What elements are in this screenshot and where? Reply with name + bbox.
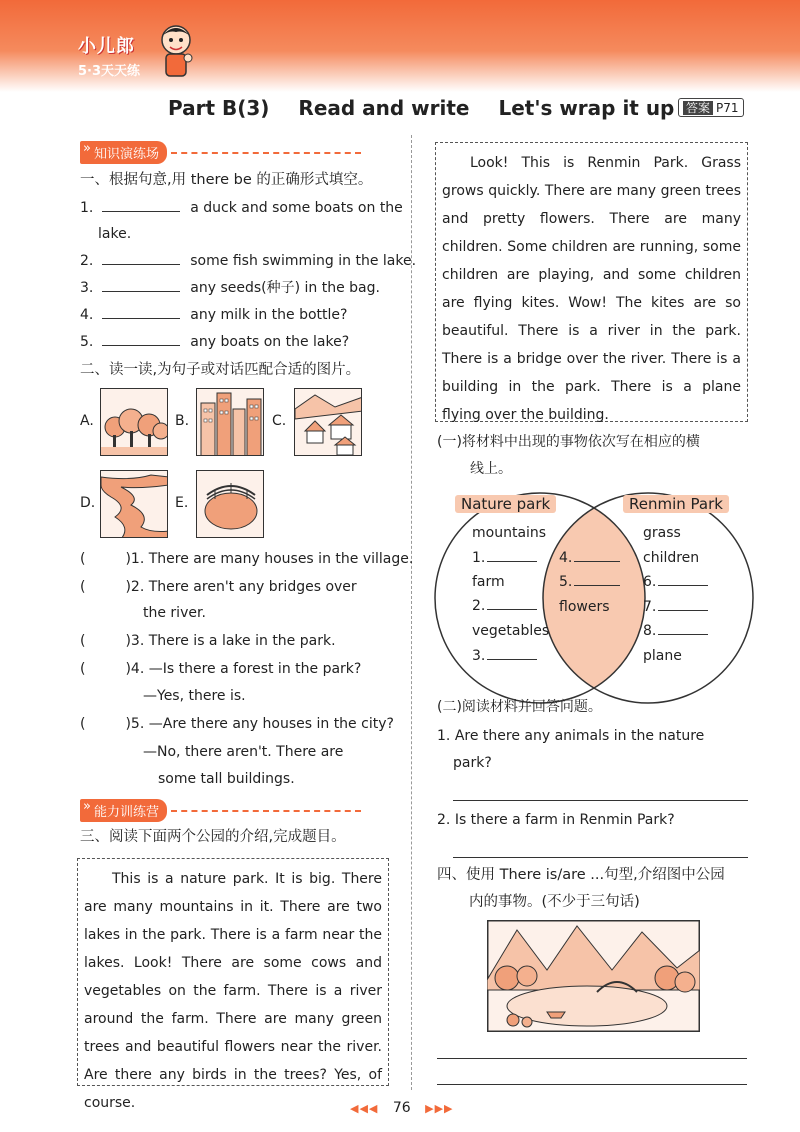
venn-blank[interactable]: [658, 599, 708, 611]
brand-logo: [78, 32, 140, 79]
fill-text: any seeds(种子) in the bag.: [190, 280, 380, 296]
match-text: There is a lake in the park.: [148, 633, 336, 649]
city-picture: [196, 388, 264, 456]
venn-right-item: 6.: [643, 574, 708, 590]
venn-left-item: 1.: [472, 550, 537, 566]
question-number: 1.: [437, 728, 451, 744]
fill-item: [80, 280, 380, 297]
question-1-heading: 一、根据句意,用 there be 的正确形式填空。: [80, 172, 373, 188]
match-continuation: some tall buildings.: [158, 771, 295, 787]
question-continuation: park?: [453, 755, 492, 771]
answer-line[interactable]: [437, 1058, 747, 1059]
venn-left-title: Nature park: [455, 495, 556, 513]
fill-number: 2.: [80, 253, 94, 269]
fill-number: 4.: [80, 307, 94, 323]
fill-number: 1.: [80, 200, 94, 216]
paren-open: (: [80, 661, 86, 677]
village-picture: [294, 388, 362, 456]
venn-right-item: 7.: [643, 599, 708, 615]
title-wrap: Let's wrap it up: [498, 96, 675, 120]
fill-text: any boats on the lake?: [190, 334, 350, 350]
venn-right-item: 8.: [643, 623, 708, 639]
venn-right-title: Renmin Park: [623, 495, 729, 513]
passage-text: Look! This is Renmin Park. Grass grows quickly. There are many green trees and pretty flowers. There are many children. Some children are running, some children are playing, and some children are flying kites. Wow! The kites are so beautiful. There is a river in the park. There is a bridge over the river. There is a building in the park. There is a plane flying over the building.: [442, 155, 741, 423]
venn-blank[interactable]: [574, 550, 620, 562]
answer-blank[interactable]: [102, 334, 180, 346]
match-number: )2.: [125, 579, 145, 595]
match-item: [80, 661, 361, 678]
picture-label-e: E.: [175, 495, 189, 511]
picture-label-a: A.: [80, 413, 94, 429]
match-number: )5.: [125, 716, 145, 732]
venn-left-item: vegetables: [472, 623, 550, 639]
river-icon: [101, 471, 168, 538]
answer-blank[interactable]: [102, 253, 180, 265]
task-1-continuation: 线上。: [470, 461, 512, 477]
picture-label-c: C.: [272, 413, 287, 429]
fill-item: [80, 307, 347, 324]
question-2-heading: 二、读一读,为句子或对话匹配合适的图片。: [80, 362, 361, 378]
section-tag-ability: [80, 799, 361, 822]
match-text: —Is there a forest in the park?: [148, 661, 362, 677]
paren-open: (: [80, 633, 86, 649]
buildings-icon: [197, 389, 264, 456]
reading-question: [437, 728, 704, 745]
match-number: )4.: [125, 661, 145, 677]
fill-text: any milk in the bottle?: [190, 307, 348, 323]
match-item: [80, 633, 336, 650]
answer-blank[interactable]: [102, 280, 180, 292]
answer-blank[interactable]: [102, 307, 180, 319]
section-tag-label: » 知识演练场: [80, 141, 167, 164]
venn-blank[interactable]: [658, 623, 708, 635]
picture-label-b: B.: [175, 413, 190, 429]
section-tag-dash: [171, 810, 361, 812]
fill-item: [80, 200, 403, 217]
picture-label-d: D.: [80, 495, 96, 511]
forest-icon: [101, 389, 168, 456]
match-item: [80, 579, 357, 596]
page-number: 76: [392, 1100, 411, 1116]
paren-open: (: [80, 716, 86, 732]
footer-left-arrows: ◀◀◀: [350, 1102, 379, 1115]
nature-park-passage: [77, 858, 389, 1111]
brand-series: 5·3天天练: [78, 64, 141, 79]
title-part: Part B(3): [168, 96, 270, 120]
venn-left-item: farm: [472, 574, 505, 590]
match-text: —Are there any houses in the city?: [148, 716, 394, 732]
fill-continuation: lake.: [98, 226, 132, 242]
match-number: )3.: [125, 633, 145, 649]
section-tag-dash: [171, 152, 361, 154]
fill-number: 5.: [80, 334, 94, 350]
lake-picture: [196, 470, 264, 538]
page-title: [168, 96, 696, 120]
venn-left-item: mountains: [472, 525, 547, 541]
venn-left-item: 2.: [472, 598, 537, 614]
venn-blank[interactable]: [487, 648, 537, 660]
question-text: Are there any animals in the nature: [454, 728, 705, 744]
fill-text: some fish swimming in the lake.: [190, 253, 417, 269]
mascot-icon: [155, 22, 197, 78]
match-number: )1.: [125, 551, 145, 567]
answer-line[interactable]: [453, 857, 748, 858]
paren-open: (: [80, 551, 86, 567]
venn-blank[interactable]: [487, 598, 537, 610]
park-illustration: [487, 920, 700, 1032]
answer-page: P71: [716, 101, 739, 115]
venn-middle-item: flowers: [559, 599, 610, 615]
answer-blank[interactable]: [102, 200, 180, 212]
fill-text: a duck and some boats on the: [190, 200, 403, 216]
answer-line[interactable]: [453, 800, 748, 801]
fill-number: 3.: [80, 280, 94, 296]
renmin-park-passage: [435, 142, 748, 422]
paren-open: (: [80, 579, 86, 595]
venn-blank[interactable]: [487, 550, 537, 562]
answer-reference: [678, 98, 744, 117]
venn-blank[interactable]: [658, 574, 708, 586]
brand-name: 小儿郎: [78, 36, 135, 57]
question-number: 2.: [437, 812, 451, 828]
match-continuation: the river.: [143, 605, 206, 621]
match-item: [80, 716, 394, 733]
question-4-heading: 四、使用 There is/are ...句型,介绍图中公园: [437, 867, 725, 883]
column-divider: [411, 135, 412, 1090]
venn-middle-item: 4.: [559, 550, 620, 566]
venn-right-item: children: [643, 550, 700, 566]
reading-question: [437, 812, 675, 829]
page-footer: [350, 1100, 454, 1116]
match-text: There aren't any bridges over: [148, 579, 357, 595]
venn-middle-item: 5.: [559, 574, 620, 590]
question-text: Is there a farm in Renmin Park?: [454, 812, 675, 828]
answer-label: 答案: [683, 101, 713, 115]
task-2-heading: (二)阅读材料并回答问题。: [437, 699, 602, 715]
footer-right-arrows: ▶▶▶: [425, 1102, 454, 1115]
match-continuation: —Yes, there is.: [143, 688, 246, 704]
section-tag-label: » 能力训练营: [80, 799, 167, 822]
venn-right-item: grass: [643, 525, 681, 541]
title-read: Read and write: [298, 96, 470, 120]
fill-item: [80, 334, 349, 351]
answer-line[interactable]: [437, 1084, 747, 1085]
lake-bridge-icon: [197, 471, 264, 538]
match-item: [80, 551, 413, 568]
river-picture: [100, 470, 168, 538]
section-tag-practice: [80, 141, 361, 164]
venn-right-item: plane: [643, 648, 682, 664]
venn-left-item: 3.: [472, 648, 537, 664]
fill-item: [80, 253, 416, 270]
question-4-continuation: 内的事物。(不少于三句话): [469, 894, 640, 910]
forest-picture: [100, 388, 168, 456]
match-text: There are many houses in the village.: [148, 551, 414, 567]
task-1-heading: (一)将材料中出现的事物依次写在相应的横: [437, 434, 700, 450]
match-continuation: —No, there aren't. There are: [143, 744, 344, 760]
houses-icon: [295, 389, 362, 456]
question-3-heading: 三、阅读下面两个公园的介绍,完成题目。: [80, 829, 346, 845]
venn-blank[interactable]: [574, 574, 620, 586]
passage-text: This is a nature park. It is big. There are many mountains in it. There are two lakes in the park. There is a farm near the lakes. Look! There are some cows and vegetables on the farm. There is a river around the farm. There are many green trees and beautiful flowers near the river. Are there any birds in the trees? Yes, of course.: [84, 871, 382, 1111]
